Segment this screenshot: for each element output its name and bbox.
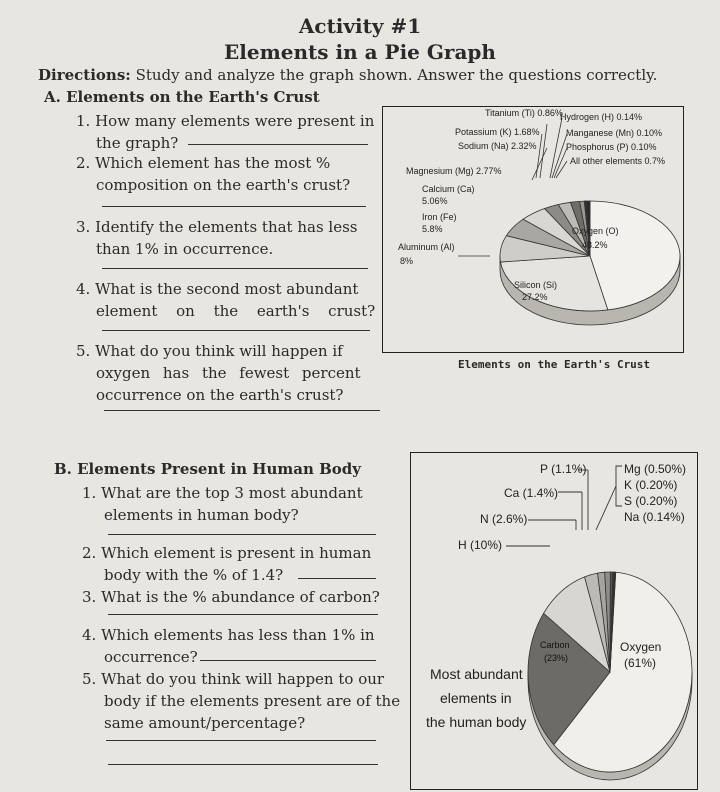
directions-text: Study and analyze the graph shown. Answer the questions correctly.	[135, 66, 658, 84]
label-silicon: Silicon (Si)	[514, 280, 558, 290]
label-aluminum-value: 8%	[400, 256, 414, 266]
label-sodium: Sodium (Na) 2.32%	[458, 141, 537, 151]
b-question-1	[82, 482, 382, 526]
b-q2-line1: Which element is present in human	[101, 544, 372, 562]
label-ca: Ca (1.4%)	[504, 486, 559, 500]
worksheet-title: Activity #1	[298, 14, 422, 38]
a-q3-num: 3.	[76, 218, 91, 236]
label-oxygen-body-value: (61%)	[624, 656, 657, 670]
b-q4-line2: occurrence?	[104, 648, 198, 666]
label-silicon-value: 27.2%	[522, 292, 548, 302]
b-q3-num: 3.	[82, 588, 97, 606]
b-q2-num: 2.	[82, 544, 97, 562]
b-question-2	[82, 542, 392, 586]
label-carbon-value: (23%)	[544, 653, 569, 663]
earth-crust-chart-caption: Elements on the Earth's Crust	[458, 358, 651, 371]
a-q2-line2: composition on the earth's crust?	[96, 176, 351, 194]
a-answer-line-4[interactable]	[102, 330, 370, 331]
a-q1-line1: How many elements were present in	[95, 112, 375, 130]
directions	[38, 64, 718, 86]
label-oxygen-crust: Oxygen (O)	[572, 226, 619, 236]
b-answer-line-4[interactable]	[200, 660, 376, 661]
label-iron-value: 5.8%	[422, 224, 443, 234]
label-oxygen-body: Oxygen	[620, 640, 662, 654]
b-q1-num: 1.	[82, 484, 97, 502]
label-p: P (1.1%)	[540, 462, 587, 476]
a-answer-line-2[interactable]	[102, 206, 366, 207]
a-q2-line1: Which element has the most %	[95, 154, 331, 172]
worksheet-subtitle: Elements in a Pie Graph	[224, 40, 496, 64]
label-oxygen-crust-value: 48.2%	[582, 240, 608, 250]
b-q4-line1: Which elements has less than 1% in	[101, 626, 375, 644]
label-na: Na (0.14%)	[624, 510, 685, 524]
a-q3-line1: Identify the elements that has less	[95, 218, 358, 236]
label-carbon: Carbon	[540, 640, 570, 650]
b-question-3	[82, 586, 392, 608]
a-question-1	[76, 110, 376, 154]
label-s: S (0.20%)	[624, 494, 678, 508]
label-magnesium: Magnesium (Mg) 2.77%	[406, 166, 502, 176]
a-q5-num: 5.	[76, 342, 91, 360]
b-answer-line-3[interactable]	[108, 614, 378, 615]
label-k: K (0.20%)	[624, 478, 678, 492]
a-q5-line3: occurrence on the earth's crust?	[96, 386, 344, 404]
section-a-heading: A. Elements on the Earth's Crust	[44, 88, 320, 106]
a-q2-num: 2.	[76, 154, 91, 172]
b-q5-line1: What do you think will happen to our	[101, 670, 385, 688]
label-iron: Iron (Fe)	[422, 212, 457, 222]
a-question-4	[76, 278, 376, 322]
b-question-4	[82, 624, 392, 668]
b-q4-num: 4.	[82, 626, 97, 644]
b-answer-line-5a[interactable]	[106, 740, 376, 741]
b-q5-line2: body if the elements present are of the	[104, 692, 401, 710]
b-q5-num: 5.	[82, 670, 97, 688]
b-q1-line2: elements in human body?	[104, 506, 299, 524]
section-b-heading: B. Elements Present in Human Body	[54, 460, 361, 478]
b-question-5	[82, 668, 402, 734]
human-body-caption-line2: elements in	[440, 690, 512, 706]
a-q4-line1: What is the second most abundant	[95, 280, 359, 298]
label-phosphorus: Phosphorus (P) 0.10%	[566, 142, 657, 152]
label-calcium-value: 5.06%	[422, 196, 448, 206]
a-q1-num: 1.	[76, 112, 91, 130]
b-answer-line-2[interactable]	[298, 578, 376, 579]
human-body-caption-line3: the human body	[426, 714, 527, 730]
label-aluminum: Aluminum (Al)	[398, 242, 455, 252]
a-q4-line2: element on the earth's crust?	[96, 302, 376, 320]
label-potassium: Potassium (K) 1.68%	[455, 127, 540, 137]
a-q4-num: 4.	[76, 280, 91, 298]
b-answer-line-5b[interactable]	[108, 764, 378, 765]
b-q3-line1: What is the % abundance of carbon?	[101, 588, 380, 606]
label-titanium: Titanium (Ti) 0.86%	[485, 108, 563, 118]
a-question-2	[76, 152, 376, 196]
a-answer-line-1[interactable]	[188, 144, 368, 145]
a-answer-line-3[interactable]	[102, 268, 368, 269]
b-q5-line3: same amount/percentage?	[104, 714, 306, 732]
b-q2-line2: body with the % of 1.4?	[104, 566, 284, 584]
b-q1-line1: What are the top 3 most abundant	[101, 484, 363, 502]
b-answer-line-1[interactable]	[108, 534, 376, 535]
a-question-5	[76, 340, 386, 406]
a-q5-line1: What do you think will happen if	[95, 342, 343, 360]
label-others: All other elements 0.7%	[570, 156, 666, 166]
label-manganese: Manganese (Mn) 0.10%	[566, 128, 663, 138]
a-q1-line2: the graph?	[96, 134, 179, 152]
a-answer-line-5[interactable]	[104, 410, 380, 411]
label-hydrogen: Hydrogen (H) 0.14%	[560, 112, 643, 122]
human-body-caption-line1: Most abundant	[430, 666, 523, 682]
a-question-3	[76, 216, 376, 260]
label-calcium: Calcium (Ca)	[422, 184, 475, 194]
directions-label: Directions:	[38, 66, 131, 84]
a-q5-line2: oxygen has the fewest percent	[96, 364, 361, 382]
label-n: N (2.6%)	[480, 512, 528, 526]
a-q3-line2: than 1% in occurrence.	[96, 240, 274, 258]
label-h: H (10%)	[458, 538, 503, 552]
label-mg: Mg (0.50%)	[624, 462, 687, 476]
